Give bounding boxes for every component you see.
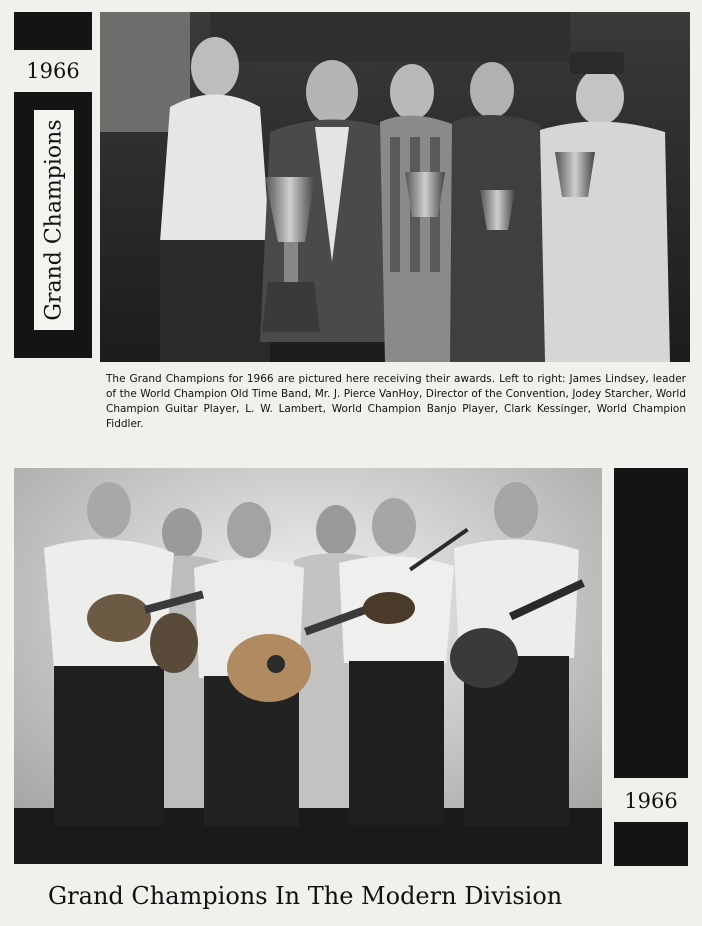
year-label-bottom: 1966 — [624, 789, 678, 813]
band-photo — [14, 468, 602, 864]
side-label: Grand Champions — [41, 119, 67, 321]
photo-caption: The Grand Champions for 1966 are pictured here receiving their awards. Left to right: James Lindsey, leader of the World Champion Old Time Band, Mr. J. Pierce VanHoy, Director of the Convention, Jodey Starcher, World Champion Guitar Player, L. W. Lambert, World Champion Banjo Player, Clark Kessinger, World Champion Fiddler. — [106, 373, 686, 430]
decorative-bar-right — [614, 468, 688, 778]
decorative-bar-top — [14, 12, 92, 50]
year-label-top: 1966 — [26, 59, 80, 83]
section-title: Grand Champions In The Modern Division — [48, 882, 563, 910]
decorative-bar-bottom — [614, 822, 688, 866]
side-label-box — [34, 110, 74, 330]
awards-photo — [100, 12, 690, 362]
